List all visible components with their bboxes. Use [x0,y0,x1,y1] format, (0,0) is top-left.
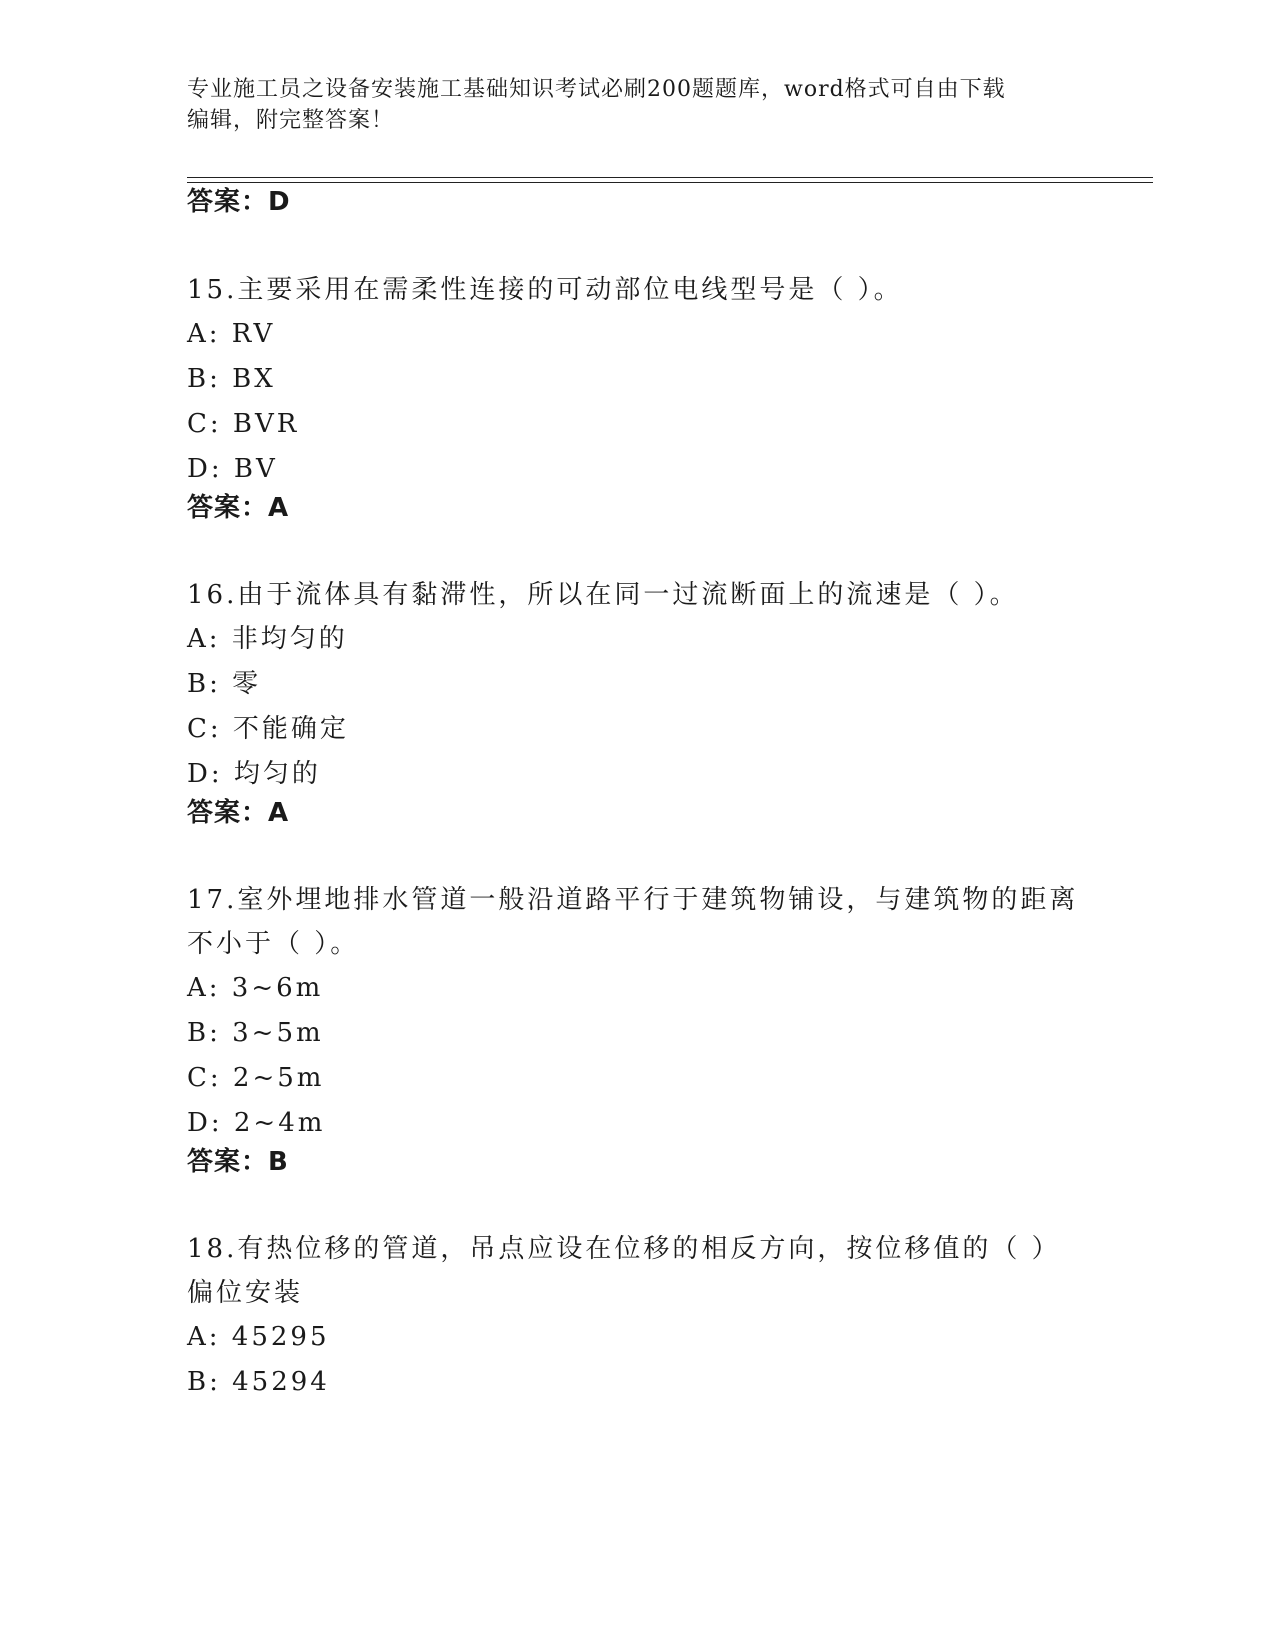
question-stem-line-1: 18.有热位移的管道，吊点应设在位移的相反方向，按位移值的（ ） [187,1234,1061,1264]
option-a: A: 3~6m [187,973,324,1003]
option-b: B: 3~5m [187,1018,324,1048]
answer-value: B [268,1147,289,1177]
answer-value: A [268,798,290,828]
option-c: C: BVR [187,409,300,439]
option-a: A: RV [187,319,276,349]
question-17 [187,878,1087,1146]
answer-17 [187,1140,289,1184]
question-stem-line-1: 17.室外埋地排水管道一般沿道路平行于建筑物铺设，与建筑物的距离 [187,885,1079,915]
option-b: B: BX [187,364,276,394]
option-a: A: 45295 [187,1322,330,1352]
question-15 [187,268,1087,492]
answer-label: 答案： [187,493,269,523]
option-c: C: 不能确定 [187,714,349,744]
option-d: D: 均匀的 [187,759,321,789]
header-divider-bottom [187,182,1153,183]
answer-value: D [268,187,291,217]
answer-label: 答案： [187,1147,269,1177]
header-divider-top [187,177,1153,178]
header-line-2: 编辑，附完整答案！ [187,108,395,133]
option-b: B: 45294 [187,1367,330,1397]
question-18 [187,1227,1087,1405]
question-stem-line-2: 不小于（ ）。 [187,929,360,959]
header-line-1: 专业施工员之设备安装施工基础知识考试必刷200题题库，word格式可自由下载 [187,77,1006,102]
option-d: D: 2~4m [187,1108,326,1138]
question-stem-line-2: 偏位安装 [187,1278,304,1308]
answer-label: 答案： [187,187,269,217]
option-a: A: 非均匀的 [187,624,348,654]
answer-value: A [268,493,290,523]
answer-16 [187,791,289,835]
option-b: B: 零 [187,669,262,699]
answer-prev [187,180,291,224]
question-16 [187,573,1087,797]
question-stem: 15.主要采用在需柔性连接的可动部位电线型号是（ ）。 [187,275,903,305]
question-stem: 16.由于流体具有黏滞性，所以在同一过流断面上的流速是（ ）。 [187,580,1019,610]
answer-label: 答案： [187,798,269,828]
answer-15 [187,486,289,530]
document-header [187,74,1087,136]
option-d: D: BV [187,454,278,484]
option-c: C: 2~5m [187,1063,325,1093]
